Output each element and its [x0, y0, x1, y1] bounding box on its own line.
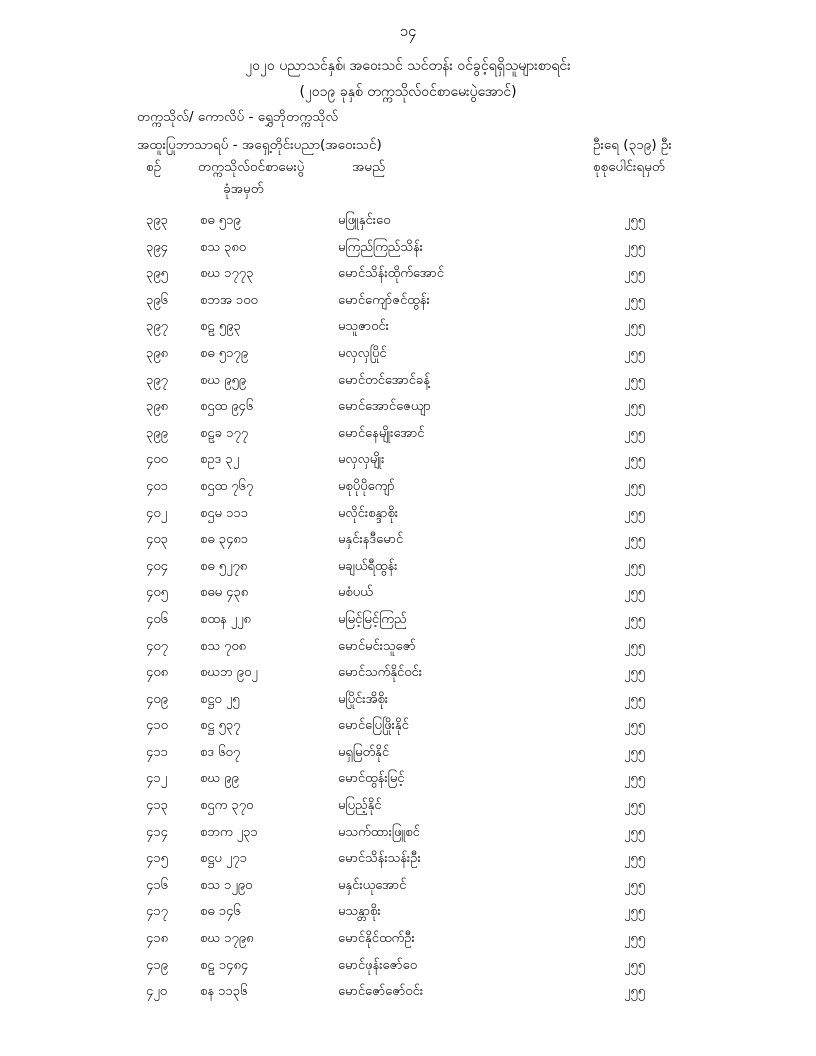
table-row	[0, 341, 816, 368]
student-name: မောင်ကျော်ဇင်ထွန်း	[338, 292, 430, 308]
row-number: ၃၉၇	[146, 372, 168, 388]
total-marks: ၂၅၅	[624, 904, 646, 920]
student-name: မောင်သက်နိုင်ဝင်း	[338, 665, 423, 681]
row-number: ၄၁၃	[146, 798, 168, 814]
total-count: ဦးရေ (၃၁၉) ဦး	[593, 137, 672, 153]
row-number: ၃၉၆	[146, 292, 168, 308]
table-row	[0, 580, 816, 607]
row-number: ၄၀၀	[146, 452, 168, 468]
student-name: မနှင်းနဒီမောင်	[338, 532, 404, 548]
roll-number: စဓ ၅၁၉	[200, 213, 241, 228]
student-name: မဖြူနှင်းဝေ	[338, 213, 391, 228]
column-header-marks: စုစုပေါင်းရမှတ်	[593, 159, 666, 175]
total-marks: ၂၅၅	[624, 452, 646, 468]
total-marks: ၂၅၅	[624, 478, 646, 494]
roll-number: စသ ၇၀၈	[200, 638, 247, 654]
table-row	[0, 208, 816, 235]
roll-number: စန ၁၁၃၆	[200, 984, 248, 1000]
roll-number: စဌထ ၉၄၆	[200, 399, 254, 415]
total-marks: ၂၅၅	[624, 213, 646, 228]
student-name: မလှလှပြိုင်	[338, 345, 387, 361]
table-row	[0, 846, 816, 873]
total-marks: ၂၅၅	[624, 638, 646, 654]
total-marks: ၂၅၅	[624, 319, 646, 335]
total-marks: ၂၅၅	[624, 957, 646, 973]
student-name: မသူဇာဝင်း	[338, 319, 389, 335]
row-number: ၄၁၇	[146, 904, 168, 920]
table-row	[0, 740, 816, 767]
table-row	[0, 766, 816, 793]
student-name: မလိုင်းစန္ဒာစိုး	[338, 505, 399, 521]
row-number: ၄၁၈	[146, 931, 169, 947]
row-number: ၃၉၄	[146, 239, 168, 255]
roll-number: စဥဒ ၃၂	[200, 452, 240, 468]
total-marks: ၂၅၅	[624, 399, 646, 415]
student-name: မချယ်ရီထွန်း	[338, 558, 398, 574]
student-name: မသက်ထားဖြူစင်	[338, 824, 420, 840]
row-number: ၄၁၄	[146, 824, 168, 840]
student-name: မောင်ဇော်ဇော်ဝင်း	[338, 984, 424, 1000]
document-title: ၂၀၂၀ ပညာသင်နှစ်၊ အဝေးသင် သင်တန်း ဝင်ခွင့်ရရှိသူများစာရင်း	[245, 58, 571, 74]
total-marks: ၂၅၅	[624, 558, 646, 574]
total-marks: ၂၅၅	[624, 851, 646, 867]
roll-number: စဃ ၁၇၇၃	[200, 266, 254, 282]
roll-number: စဌထ ၇၆၇	[200, 478, 254, 494]
student-name: မောင်သိန်းထိုက်အောင်	[338, 266, 444, 282]
row-number: ၄၁၅	[146, 851, 168, 867]
row-number: ၃၉၅	[146, 266, 168, 282]
table-row	[0, 713, 816, 740]
row-number: ၄၀၄	[146, 558, 168, 574]
student-name: မမြင့်မြင့်ကြည်	[338, 611, 407, 627]
student-name: မောင်နေမျိုးအောင်	[338, 425, 425, 441]
table-row	[0, 660, 816, 687]
student-name: မပြည့်နိုင်	[338, 798, 382, 814]
roll-number: စဌက ၃၇၀	[200, 798, 254, 814]
row-number: ၃၉၉	[146, 425, 168, 441]
total-marks: ၂၅၅	[624, 798, 646, 814]
row-number: ၄၀၈	[146, 665, 169, 681]
table-row	[0, 394, 816, 421]
student-name: မောင်ထွန်းမြင့်	[338, 771, 405, 787]
total-marks: ၂၅၅	[624, 239, 646, 255]
total-marks: ၂၅၅	[624, 611, 646, 627]
student-name: မောင်ဖုန်းဇော်ဝေ	[338, 957, 417, 973]
student-name: မစုပိုပိုကျော်	[338, 478, 395, 494]
total-marks: ၂၅၅	[624, 984, 646, 1000]
row-number: ၄၀၁	[146, 478, 168, 494]
university-line: တက္ကသိုလ်/ ကောလိပ် - ရွှေဘိုတက္ကသိုလ်	[137, 109, 339, 125]
row-number: ၄၁၀	[146, 718, 168, 734]
total-marks: ၂၅၅	[624, 665, 646, 681]
table-row	[0, 527, 816, 554]
student-name: မကြည်ကြည်သိန်း	[338, 239, 423, 255]
table-row	[0, 979, 816, 1006]
row-number: ၄၀၆	[146, 611, 168, 627]
total-marks: ၂၅၅	[624, 744, 646, 760]
total-marks: ၂၅၅	[624, 877, 646, 893]
student-name: မစံပယ်	[338, 585, 373, 601]
student-list	[0, 208, 816, 1006]
subject-line: အထူးပြုဘာသာရပ် - အရှေ့တိုင်းပညာ(အဝေးသင်)	[137, 137, 382, 153]
roll-number: စဌမ ၁၁၁	[200, 505, 249, 521]
row-number: ၃၉၈	[146, 345, 169, 361]
total-marks: ၂၅၅	[624, 266, 646, 282]
table-row	[0, 953, 816, 980]
total-marks: ၂၅၅	[624, 824, 646, 840]
total-marks: ၂၅၅	[624, 292, 646, 308]
column-header-name: အမည်	[352, 159, 386, 175]
table-row	[0, 474, 816, 501]
roll-number: စဓ ၅၂၇၈	[200, 558, 248, 574]
page-number: ၁၄	[399, 22, 417, 40]
row-number: ၄၀၅	[146, 585, 168, 601]
student-name: မပြိုင်းအိစိုး	[338, 691, 389, 707]
table-row	[0, 501, 816, 528]
total-marks: ၂၅၅	[624, 345, 646, 361]
table-row	[0, 421, 816, 448]
table-row	[0, 368, 816, 395]
table-row	[0, 261, 816, 288]
roll-number: စသ ၁၂၉၀	[200, 877, 253, 893]
roll-number: စဒ ၆၀၇	[200, 744, 241, 760]
table-row	[0, 820, 816, 847]
student-name: မရှမြတ်နိုင်	[338, 744, 390, 760]
table-row	[0, 554, 816, 581]
roll-number: စဋ္ဌ ၅၃၇	[200, 718, 241, 734]
table-row	[0, 235, 816, 262]
total-marks: ၂၅၅	[624, 771, 646, 787]
table-row	[0, 899, 816, 926]
roll-number: စဃ ၁၇၉၈	[200, 931, 254, 947]
table-row	[0, 607, 816, 634]
table-row	[0, 314, 816, 341]
total-marks: ၂၅၅	[624, 372, 646, 388]
student-name: မောင်သိန်းသန်းဦး	[338, 851, 421, 867]
roll-number: စဓ ၁၄၆	[200, 904, 241, 920]
table-row	[0, 687, 816, 714]
roll-number: စဘအ ၁၀၀	[200, 292, 258, 308]
column-header-roll: တက္ကသိုလ်ဝင်စာမေးပွဲ	[198, 159, 305, 175]
student-name: မောင်တင်အောင်ခန့်	[338, 372, 430, 388]
row-number: ၄၁၉	[146, 957, 168, 973]
table-row	[0, 288, 816, 315]
student-name: မလှလှမျိုး	[338, 452, 385, 468]
roll-number: စဃ ၉၉	[200, 771, 239, 787]
table-row	[0, 447, 816, 474]
table-row	[0, 793, 816, 820]
row-number: ၄၀၃	[146, 532, 168, 548]
row-number: ၄၀၂	[146, 505, 168, 521]
roll-number: စဓ ၅၁၇၉	[200, 345, 249, 361]
roll-number: စသ ၃၈၀	[200, 239, 247, 255]
row-number: ၄၁၁	[146, 744, 168, 760]
row-number: ၄၀၉	[146, 691, 168, 707]
row-number: ၃၉၈	[146, 399, 169, 415]
table-row	[0, 634, 816, 661]
document-subtitle: (၂၀၁၉ ခုနှစ် တက္ကသိုလ်ဝင်စာမေးပွဲအောင်)	[299, 84, 517, 100]
roll-number: စဃဘ ၉၀၂	[200, 665, 258, 681]
row-number: ၃၉၇	[146, 319, 168, 335]
column-header-roll-line2: ခုံအမှတ်	[223, 181, 264, 197]
student-name: မနှင်းယုအောင်	[338, 877, 407, 893]
student-name: မသန္တာစိုး	[338, 904, 381, 920]
total-marks: ၂၅၅	[624, 505, 646, 521]
roll-number: စဋ္ဌပ ၂၇၁	[200, 851, 247, 867]
total-marks: ၂၅၅	[624, 532, 646, 548]
roll-number: စဋ္ဌ၀ ၂၅	[200, 691, 240, 707]
row-number: ၄၂၀	[146, 984, 168, 1000]
student-name: မောင်မင်းသူဇော်	[338, 638, 416, 654]
roll-number: စဓမ ၄၃၈	[200, 585, 249, 601]
total-marks: ၂၅၅	[624, 425, 646, 441]
row-number: ၄၀၇	[146, 638, 168, 654]
total-marks: ၂၅၅	[624, 718, 646, 734]
roll-number: စဃ ၉၅၉	[200, 372, 247, 388]
student-name: မောင်အောင်ဇေယျာ	[338, 399, 431, 415]
student-name: မောင်ပြေဖြိုးနိုင်	[338, 718, 409, 734]
total-marks: ၂၅၅	[624, 931, 646, 947]
row-number: ၃၉၃	[146, 213, 168, 228]
total-marks: ၂၅၅	[624, 585, 646, 601]
table-row	[0, 926, 816, 953]
row-number: ၄၁၂	[146, 771, 168, 787]
row-number: ၄၁၆	[146, 877, 168, 893]
table-row	[0, 873, 816, 900]
student-name: မောင်နိုင်ထက်ဦး	[338, 931, 415, 947]
column-header-no: စဉ်	[146, 159, 162, 175]
roll-number: စဠခ ၁၇၇	[200, 425, 249, 441]
roll-number: စထန ၂၂၈	[200, 611, 251, 627]
total-marks: ၂၅၅	[624, 691, 646, 707]
roll-number: စဘက ၂၃၁	[200, 824, 258, 840]
roll-number: စဠ ၅၉၃	[200, 319, 241, 335]
roll-number: စဓ ၃၄၈၁	[200, 532, 249, 548]
roll-number: စဠ ၁၄၈၄	[200, 957, 249, 973]
